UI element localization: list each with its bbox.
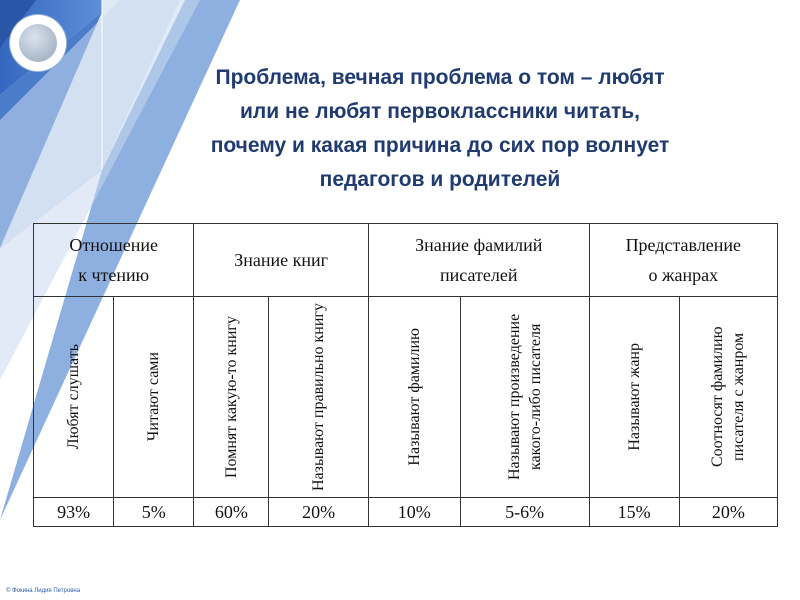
header-authors: Знание фамилий писателей <box>368 224 589 297</box>
slide-title <box>100 61 780 197</box>
subheader-cell: Любят слушать <box>34 297 114 498</box>
survey-table <box>33 223 778 527</box>
subheader-cell: Называют жанр <box>589 297 679 498</box>
value-cell: 15% <box>589 498 679 527</box>
value-cell: 5% <box>114 498 194 527</box>
subheader-cell: Называют произведение какого-либо писателя <box>460 297 589 498</box>
value-cell: 20% <box>679 498 777 527</box>
title-line: Проблема, вечная проблема о том – любят <box>215 66 665 89</box>
value-cell: 5-6% <box>460 498 589 527</box>
copyright-footer: © Фокина Лидия Петровна <box>6 588 81 594</box>
decorative-circle-icon <box>10 15 66 71</box>
title-line: почему и какая причина до сих пор волнует <box>210 134 670 157</box>
value-cell: 60% <box>194 498 269 527</box>
subheader-cell: Называют правильно книгу <box>269 297 368 498</box>
subheader-cell: Соотносят фамилию писателя с жанром <box>679 297 777 498</box>
header-genres: Представление о жанрах <box>589 224 777 297</box>
title-line: или не любят первоклассники читать, <box>240 100 640 123</box>
value-cell: 20% <box>269 498 368 527</box>
subheader-cell: Помнят какую-то книгу <box>194 297 269 498</box>
header-books: Знание книг <box>194 224 369 297</box>
value-cell: 10% <box>368 498 460 527</box>
subheader-cell: Читают сами <box>114 297 194 498</box>
value-cell: 93% <box>34 498 114 527</box>
subheader-cell: Называют фамилию <box>368 297 460 498</box>
title-line: педагогов и родителей <box>319 168 561 191</box>
header-attitude: Отношение к чтению <box>34 224 194 297</box>
